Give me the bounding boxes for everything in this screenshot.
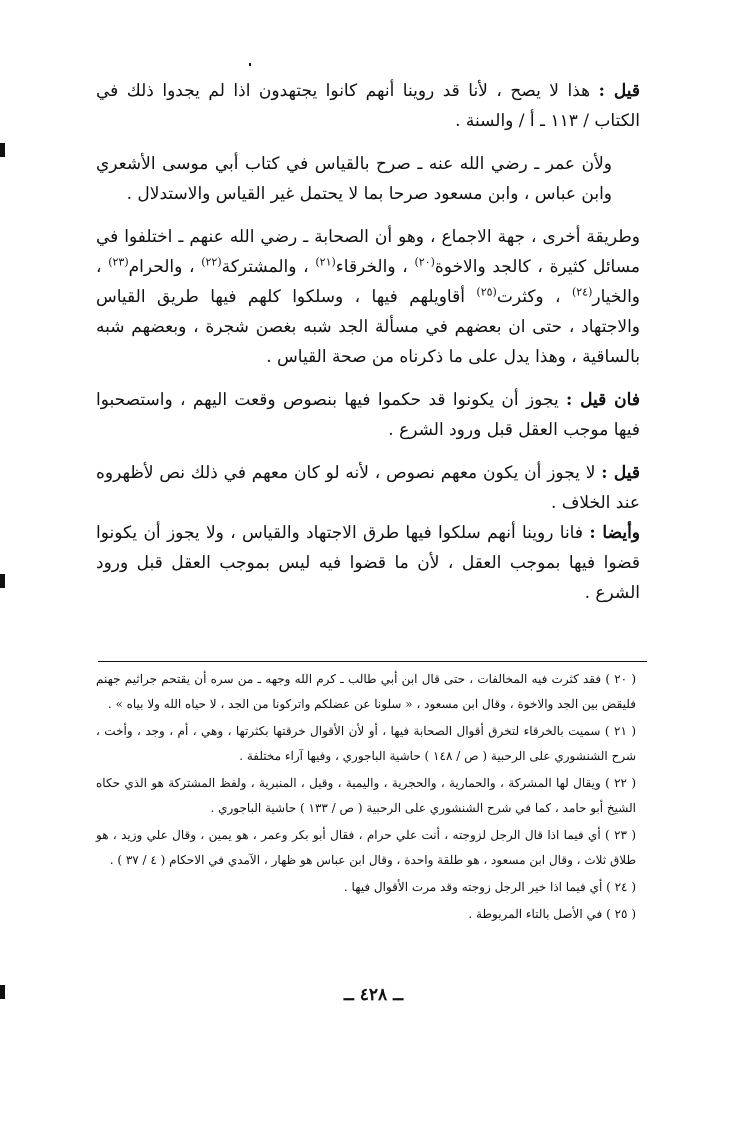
paragraph-keyword: قيل : xyxy=(601,463,640,483)
footnote-ref-21: (٢١) xyxy=(315,255,336,269)
paragraph-keyword: قيل : xyxy=(598,81,641,101)
main-text xyxy=(96,76,640,608)
paragraph-text: ، والخرقاء xyxy=(335,257,415,277)
paragraph-text: ، والمشتركة xyxy=(221,257,316,277)
scan-mark xyxy=(0,574,5,588)
footnote-21: ( ٢١ ) سميت بالخرقاء لتخرق أقوال الصحابة فيها ، أو لأن الأقوال خرقتها بكثرتها ، وهي ، أم ، وجد ، وأخت ، شرح الشنشوري على الرحبية ( ص / ١٤٨ ) حاشية الباجوري ، وفيها آراء مختلفة . xyxy=(96,724,637,763)
paragraph-text: ، والحرام xyxy=(128,257,202,277)
paragraph-text: فانا روينا أنهم سلكوا فيها طرق الاجتهاد والقياس ، ولا يجوز أن يكونوا قضوا فيها بموجب العقل ، لأن ما قضوا فيه ليس بموجب العقل قبل ورود الشرع . xyxy=(96,523,640,603)
footnote-24: ( ٢٤ ) أي فيما اذا خير الرجل زوجته وقد مرت الأقوال فيها . xyxy=(343,880,636,894)
paragraph-text: أقاويلهم فيها ، وسلكوا كلهم فيها طريق القياس والاجتهاد ، حتى ان بعضهم في مسألة الجد شبه بغصن شجرة ، وبعضهم شبه بالساقية ، وهذا يدل على ما ذكرناه من صحة القياس . xyxy=(96,287,640,367)
footnote-ref-24: (٢٤) xyxy=(571,285,593,299)
paragraph-keyword: فان قيل : xyxy=(566,390,640,410)
paragraph-6 xyxy=(96,518,640,608)
scan-mark xyxy=(0,985,5,999)
paragraph-text: هذا لا يصح ، لأنا قد روينا أنهم كانوا يجتهدون اذا لم يجدوا ذلك في الكتاب / ١١٣ ـ أ / والسنة . xyxy=(96,81,640,131)
footnote-20: ( ٢٠ ) فقد كثرت فيه المخالفات ، حتى قال ابن أبي طالب ـ كرم الله وجهه ـ من سره أن يقتحم جراثيم جهنم فليقض بين الجد والاخوة ، وقال ابن مسعود ، « سلونا عن عضلكم واتركونا من الجد ، لا حياه الله ولا بياه » . xyxy=(96,672,636,711)
paragraph-2 xyxy=(96,149,640,209)
footnote-ref-20: (٢٠) xyxy=(414,255,435,269)
paragraph-text: ، وكثرت xyxy=(496,287,572,307)
footnote-divider xyxy=(98,661,647,662)
paragraph-keyword: وأيضا : xyxy=(589,523,640,543)
paragraph-text: يجوز أن يكونوا قد حكموا فيها بنصوص وقعت اليهم ، واستصحبوا فيها موجب العقل قبل ورود الشرع . xyxy=(96,390,640,440)
paragraph-text: لا يجوز أن يكون معهم نصوص ، لأنه لو كان معهم في ذلك نص لأظهروه عند الخلاف . xyxy=(96,463,640,513)
paragraph-4 xyxy=(96,385,640,445)
footnote-ref-22: (٢٢) xyxy=(201,255,222,269)
paragraph-3 xyxy=(96,222,640,372)
paragraph-1 xyxy=(96,76,640,136)
footnote-23: ( ٢٣ ) أي فيما اذا قال الرجل لزوجته ، أنت علي حرام ، فقال أبو بكر وعمر ، هو يمين ، وقال علي وزيد ، هو طلاق ثلاث ، وقال ابن مسعود ، هو طلقة واحدة ، وقال ابن عباس هو ظهار ، الآمدي في الاحكام ( ٤ / ٣٧ ) . xyxy=(96,828,636,867)
page-number: ــ ٤٢٨ ــ xyxy=(343,985,404,1005)
paragraph-5 xyxy=(96,458,640,518)
paragraph-text: ولأن عمر ـ رضي الله عنه ـ صرح بالقياس في كتاب أبي موسى الأشعري وابن عباس ، وابن مسعود صرحا بما لا يحتمل غير القياس والاستدلال . xyxy=(96,154,612,204)
scan-dot xyxy=(249,63,251,66)
paragraph-text: وطريقة أخرى ، جهة الاجماع ، وهو أن الصحابة ـ رضي الله عنهم ـ اختلفوا في مسائل كثيرة ، كالجد والاخوة xyxy=(96,227,641,277)
footnotes xyxy=(96,667,636,927)
footnote-ref-23: (٢٣) xyxy=(108,255,129,269)
footnote-ref-25: (٢٥) xyxy=(476,285,497,299)
paragraph-text: ، والخيار xyxy=(96,257,640,307)
footnote-25: ( ٢٥ ) في الأصل بالتاء المربوطة . xyxy=(468,907,636,921)
footnote-22: ( ٢٢ ) ويقال لها المشركة ، والحمارية ، والحجرية ، واليمية ، وقيل ، المنبرية ، ولفظ المشتركة هو الذي حكاه الشيخ أبو حامد ، كما في شرح الشنشوري على الرحبية ( ص / ١٣٣ ) حاشية الباجوري . xyxy=(96,776,636,815)
scan-mark xyxy=(0,143,5,157)
